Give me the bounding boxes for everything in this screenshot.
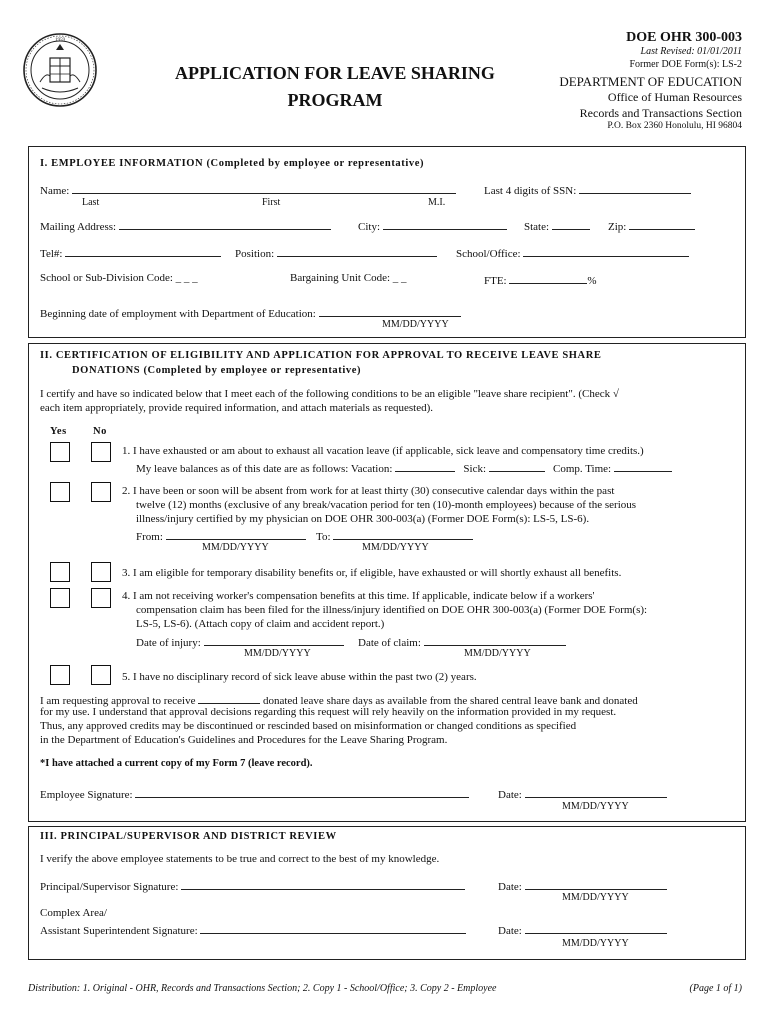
verify-statement: I verify the above employee statements to be true and correct to the best of my knowledge. xyxy=(40,853,440,865)
employee-signature-label: Employee Signature: xyxy=(40,789,133,801)
section2-title-line2: DONATIONS (Completed by employee or representative) xyxy=(72,365,362,376)
injury-date-field[interactable] xyxy=(136,634,344,649)
fte-label: FTE: xyxy=(484,275,507,287)
principal-date-line[interactable] xyxy=(525,878,667,890)
employee-signature-field[interactable] xyxy=(40,786,469,801)
zip-line[interactable] xyxy=(629,218,695,230)
principal-date-field[interactable] xyxy=(498,878,667,893)
begin-date-label: Beginning date of employment with Department of Education: xyxy=(40,308,316,320)
name-label: Name: xyxy=(40,185,70,197)
mailing-address-line[interactable] xyxy=(119,218,331,230)
name-field[interactable] xyxy=(40,182,456,197)
item4-text-line2: compensation claim has been filed for the illness/injury identified on DOE OHR 300-003(a) (Former DOE Form(s): xyxy=(136,604,648,616)
school-office-field[interactable] xyxy=(456,245,689,260)
request-text-b: donated leave share days as available from the shared central leave bank and donated xyxy=(262,695,638,707)
intro-line1: I certify and have so indicated below that I meet each of the following conditions to be an eligible "leave share recipient". (Check √ xyxy=(40,388,619,400)
item5-yes-checkbox[interactable] xyxy=(50,665,70,685)
fte-line[interactable] xyxy=(509,272,587,284)
item2-yes-checkbox[interactable] xyxy=(50,482,70,502)
zip-field[interactable] xyxy=(608,218,695,233)
ssn-field[interactable] xyxy=(484,182,691,197)
employee-date-format: MM/DD/YYYY xyxy=(562,801,629,812)
item3-yes-checkbox[interactable] xyxy=(50,562,70,582)
city-line[interactable] xyxy=(383,218,507,230)
from-label: From: xyxy=(136,531,163,543)
name-mi-caption: M.I. xyxy=(428,197,446,208)
section-certification xyxy=(28,343,746,822)
ssn-line[interactable] xyxy=(579,182,691,194)
item4-no-checkbox[interactable] xyxy=(91,588,111,608)
begin-date-field[interactable] xyxy=(40,305,461,320)
item2-no-checkbox[interactable] xyxy=(91,482,111,502)
request-text-a: I am requesting approval to receive xyxy=(40,695,196,707)
mailing-address-field[interactable] xyxy=(40,218,331,233)
department-name: DEPARTMENT OF EDUCATION xyxy=(559,74,742,89)
item4-yes-checkbox[interactable] xyxy=(50,588,70,608)
name-last-caption: Last xyxy=(82,197,100,208)
section-principal-review xyxy=(28,826,746,960)
office-name: Office of Human Resources xyxy=(607,90,742,104)
ssn-label: Last 4 digits of SSN: xyxy=(484,185,577,197)
item4-text-line3: LS-5, LS-6). (Attach copy of claim and accident report.) xyxy=(136,618,385,630)
name-line[interactable] xyxy=(72,182,456,194)
position-field[interactable] xyxy=(235,245,437,260)
fte-percent: % xyxy=(587,275,597,287)
superintendent-signature-field[interactable] xyxy=(40,922,466,937)
item2-text-line3: illness/injury certified by my physician on DOE OHR 300-003(a) (Former DOE Form(s): LS-5, LS-6). xyxy=(136,513,590,525)
comp-time-label: Comp. Time: xyxy=(553,463,612,475)
school-office-line[interactable] xyxy=(523,245,689,257)
last-revised: Last Revised: 01/01/2011 xyxy=(640,46,742,57)
no-column-header: No xyxy=(93,426,107,437)
form-title: APPLICATION FOR LEAVE SHARING PROGRAM xyxy=(175,63,495,110)
from-date-format: MM/DD/YYYY xyxy=(202,542,269,553)
bargaining-unit-code-field[interactable]: Bargaining Unit Code: _ _ xyxy=(290,272,407,284)
state-line[interactable] xyxy=(552,218,590,230)
vacation-label: My leave balances as of this date are as follows: Vacation: xyxy=(136,463,393,475)
to-date-format: MM/DD/YYYY xyxy=(362,542,429,553)
item3-no-checkbox[interactable] xyxy=(91,562,111,582)
superintendent-date-field[interactable] xyxy=(498,922,667,937)
superintendent-date-format: MM/DD/YYYY xyxy=(562,938,629,949)
tel-field[interactable] xyxy=(40,245,221,260)
page-number: (Page 1 of 1) xyxy=(689,983,742,994)
item1-no-checkbox[interactable] xyxy=(91,442,111,462)
position-label: Position: xyxy=(235,248,275,260)
requested-days-line[interactable] xyxy=(198,692,260,704)
city-label: City: xyxy=(358,221,381,233)
principal-signature-line[interactable] xyxy=(181,878,465,890)
sick-label: Sick: xyxy=(463,463,487,475)
claim-date-field[interactable] xyxy=(358,634,566,649)
section1-title: I. EMPLOYEE INFORMATION (Completed by employee or representative) xyxy=(40,158,425,169)
mailing-address-label: Mailing Address: xyxy=(40,221,117,233)
tel-line[interactable] xyxy=(65,245,221,257)
principal-signature-field[interactable] xyxy=(40,878,465,893)
item2-to-field[interactable] xyxy=(316,528,473,543)
vacation-line[interactable] xyxy=(395,460,455,472)
claim-date-format: MM/DD/YYYY xyxy=(464,648,531,659)
to-label: To: xyxy=(316,531,331,543)
request-line1 xyxy=(40,692,638,707)
item5-text: 5. I have no disciplinary record of sick leave abuse within the past two (2) years. xyxy=(122,671,477,683)
request-line3: Thus, any approved credits may be discontinued or rescinded based on misinformation or changed conditions as specified xyxy=(40,720,577,732)
school-office-label: School/Office: xyxy=(456,248,521,260)
employee-date-line[interactable] xyxy=(525,786,667,798)
superintendent-signature-line[interactable] xyxy=(200,922,466,934)
request-line2: for my use. I understand that approval decisions regarding this request will rely heavily on the information provided in my request. xyxy=(40,706,617,718)
from-line[interactable] xyxy=(166,528,306,540)
injury-date-line[interactable] xyxy=(204,634,344,646)
begin-date-format: MM/DD/YYYY xyxy=(382,319,449,330)
item2-text-line2: twelve (12) months (exclusive of any break/vacation period for ten (10)-month employees) because of the serious xyxy=(136,499,637,511)
yes-column-header: Yes xyxy=(50,426,67,437)
zip-label: Zip: xyxy=(608,221,627,233)
injury-date-label: Date of injury: xyxy=(136,637,201,649)
item1-yes-checkbox[interactable] xyxy=(50,442,70,462)
item3-text: 3. I am eligible for temporary disability benefits or, if eligible, have exhausted or will shortly exhaust all benefits. xyxy=(122,567,622,579)
principal-date-format: MM/DD/YYYY xyxy=(562,892,629,903)
form7-attached-note: *I have attached a current copy of my Form 7 (leave record). xyxy=(40,758,313,769)
city-field[interactable] xyxy=(358,218,507,233)
item1-balances xyxy=(136,460,672,475)
comp-time-line[interactable] xyxy=(614,460,672,472)
claim-date-line[interactable] xyxy=(424,634,566,646)
form-code: DOE OHR 300-003 xyxy=(626,30,742,45)
principal-date-label: Date: xyxy=(498,881,522,893)
claim-date-label: Date of claim: xyxy=(358,637,421,649)
injury-date-format: MM/DD/YYYY xyxy=(244,648,311,659)
intro-line2: each item appropriately, provide required information, and attach materials as requested). xyxy=(40,402,433,414)
item5-no-checkbox[interactable] xyxy=(91,665,111,685)
state-seal-logo xyxy=(22,32,98,108)
section2-title-line1: II. CERTIFICATION OF ELIGIBILITY AND APPLICATION FOR APPROVAL TO RECEIVE LEAVE SHARE xyxy=(40,350,602,361)
item1-text: 1. I have exhausted or am about to exhaust all vacation leave (if applicable, sick leave and compensatory time credits.) xyxy=(122,445,644,457)
principal-signature-label: Principal/Supervisor Signature: xyxy=(40,881,179,893)
position-line[interactable] xyxy=(277,245,437,257)
item2-from-field[interactable] xyxy=(136,528,306,543)
state-label: State: xyxy=(524,221,550,233)
employee-signature-line[interactable] xyxy=(135,786,469,798)
name-first-caption: First xyxy=(262,197,281,208)
tel-label: Tel#: xyxy=(40,248,63,260)
section3-title: III. PRINCIPAL/SUPERVISOR AND DISTRICT REVIEW xyxy=(40,831,337,842)
to-line[interactable] xyxy=(333,528,473,540)
complex-area-label: Complex Area/ xyxy=(40,907,107,919)
request-line4: in the Department of Education's Guidelines and Procedures for the Leave Sharing Program. xyxy=(40,734,448,746)
subdivision-code-field[interactable]: School or Sub-Division Code: _ _ _ xyxy=(40,272,198,284)
fte-field[interactable] xyxy=(484,272,597,287)
superintendent-signature-label: Assistant Superintendent Signature: xyxy=(40,925,198,937)
superintendent-date-label: Date: xyxy=(498,925,522,937)
office-address: P.O. Box 2360 Honolulu, HI 96804 xyxy=(607,121,742,131)
sick-line[interactable] xyxy=(489,460,545,472)
svg-text:1959: 1959 xyxy=(55,38,65,43)
former-forms: Former DOE Form(s): LS-2 xyxy=(629,59,742,70)
item4-text-line1: 4. I am not receiving worker's compensation benefits at this time. If applicable, indicate below if a workers' xyxy=(122,590,595,602)
superintendent-date-line[interactable] xyxy=(525,922,667,934)
section-name: Records and Transactions Section xyxy=(579,106,742,120)
begin-date-line[interactable] xyxy=(319,305,461,317)
distribution-note: Distribution: 1. Original - OHR, Records and Transactions Section; 2. Copy 1 - School/Office; 3. Copy 2 - Employee xyxy=(28,983,497,994)
item2-text-line1: 2. I have been or soon will be absent from work for at least thirty (30) consecutive calendar days within the past xyxy=(122,485,615,497)
employee-date-field[interactable] xyxy=(498,786,667,801)
state-field[interactable] xyxy=(524,218,590,233)
employee-date-label: Date: xyxy=(498,789,522,801)
